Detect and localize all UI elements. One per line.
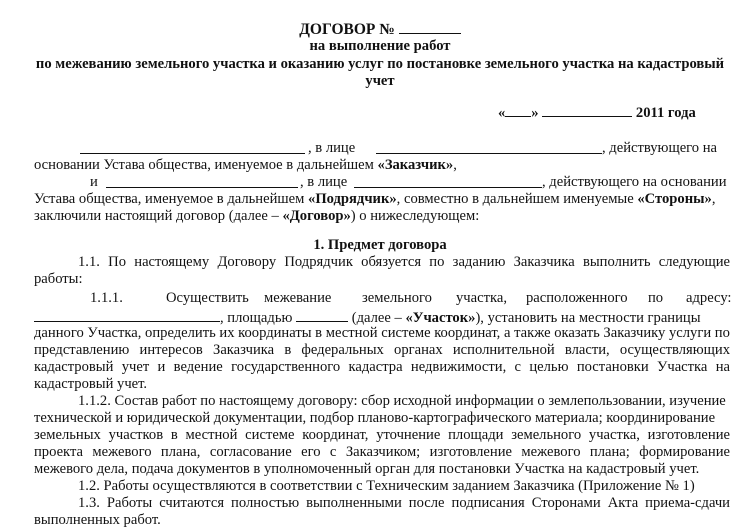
clause-1-1-line-1: 1.1. По настоящему Договору Подрядчик обязуется по заданию Заказчика выполнить следующие bbox=[78, 254, 730, 270]
conclusion-line: заключили настоящий договор (далее – «Договор») о нижеследующем: bbox=[34, 208, 480, 224]
clause-1-1-line-2: работы: bbox=[34, 271, 83, 287]
clause-1-1-2-line-5: межевого дела, подача документов в уполномоченный орган для постановки Участка на кадастровый учет. bbox=[34, 461, 700, 477]
contractor-term: «Подрядчик» bbox=[308, 191, 397, 207]
month-blank bbox=[542, 103, 632, 117]
clause-1-1-1-line-2: , площадью (далее – «Участок»), установить на местности границы bbox=[34, 308, 730, 325]
contract-subject-line-2: учет bbox=[365, 73, 395, 89]
party-1-rep-blank bbox=[376, 140, 602, 154]
party-2-name-blank bbox=[106, 174, 298, 188]
contract-subject-line: по межеванию земельного участка и оказанию услуг по постановке земельного участка на кадастровый bbox=[35, 56, 725, 72]
clause-1-1-2-line-1: 1.1.2. Состав работ по настоящему договору: сбор исходной информации о землепользовании, изучение bbox=[78, 393, 726, 409]
clause-1-1-1-line-1: 1.1.1. Осуществить межевание земельного участка, расположенного по адресу: bbox=[90, 290, 732, 306]
party-1-name-blank bbox=[80, 140, 305, 154]
party-1-basis-line: основании Устава общества, именуемое в дальнейшем «Заказчик», bbox=[34, 157, 457, 173]
customer-term: «Заказчик» bbox=[377, 157, 454, 173]
clause-1-1-2-line-3: земельных участков в местной системе координат, уточнение площади земельного участка, изготовление bbox=[34, 427, 730, 443]
contract-number-label: ДОГОВОР № bbox=[299, 21, 395, 38]
contract-title bbox=[20, 20, 740, 37]
clause-1-2: 1.2. Работы осуществляются в соответствии с Техническим заданием Заказчика (Приложение № 1) bbox=[78, 478, 695, 494]
sides-term: «Стороны» bbox=[637, 191, 712, 207]
day-blank bbox=[505, 103, 531, 117]
clause-1-1-2-line-2: технической и юридической документации, подбор планово-картографического материала; координирование bbox=[34, 410, 716, 426]
section-1-heading: 1. Предмет договора bbox=[313, 237, 447, 253]
clause-1-3-line-1: 1.3. Работы считаются полностью выполненными после подписания Сторонами Акта приема-сдачи bbox=[78, 495, 730, 511]
clause-1-1-2-line-4: проекта межевого плана, согласование его с Заказчиком; изготовление межевого плана; формирование bbox=[34, 444, 730, 460]
party-2-rep-blank bbox=[354, 174, 542, 188]
address-blank bbox=[34, 308, 220, 322]
clause-1-3-line-2: выполненных работ. bbox=[34, 512, 161, 528]
clause-1-1-1-line-4: представлению интересов Заказчика в федеральных органах исполнительной власти, осуществляющих bbox=[34, 342, 730, 358]
contract-date: « » 2011 года bbox=[498, 105, 696, 121]
contract-subtitle: на выполнение работ bbox=[309, 38, 451, 54]
clause-1-1-1-line-6: кадастровый учет. bbox=[34, 376, 148, 392]
year-text: 2011 года bbox=[635, 105, 696, 121]
clause-1-1-1-line-5: кадастровый учет и ведение государственного кадастра недвижимости, с целью постановки Участка на bbox=[34, 359, 730, 375]
plot-term: «Участок» bbox=[405, 310, 476, 326]
party-2-line: и , в лице , действующего на основании bbox=[90, 174, 727, 190]
contract-term: «Договор» bbox=[282, 208, 351, 224]
area-blank bbox=[296, 308, 348, 322]
clause-1-1-1-line-3: данного Участка, определить их координаты в местной системе координат, а также оказать Заказчику услуги по bbox=[34, 325, 730, 341]
party-1-line: , в лице , действующего на bbox=[34, 140, 730, 157]
party-2-basis-line: Устава общества, именуемое в дальнейшем «Подрядчик», совместно в дальнейшем именуемые «Стороны», bbox=[34, 191, 716, 207]
contract-number-blank bbox=[399, 20, 461, 34]
